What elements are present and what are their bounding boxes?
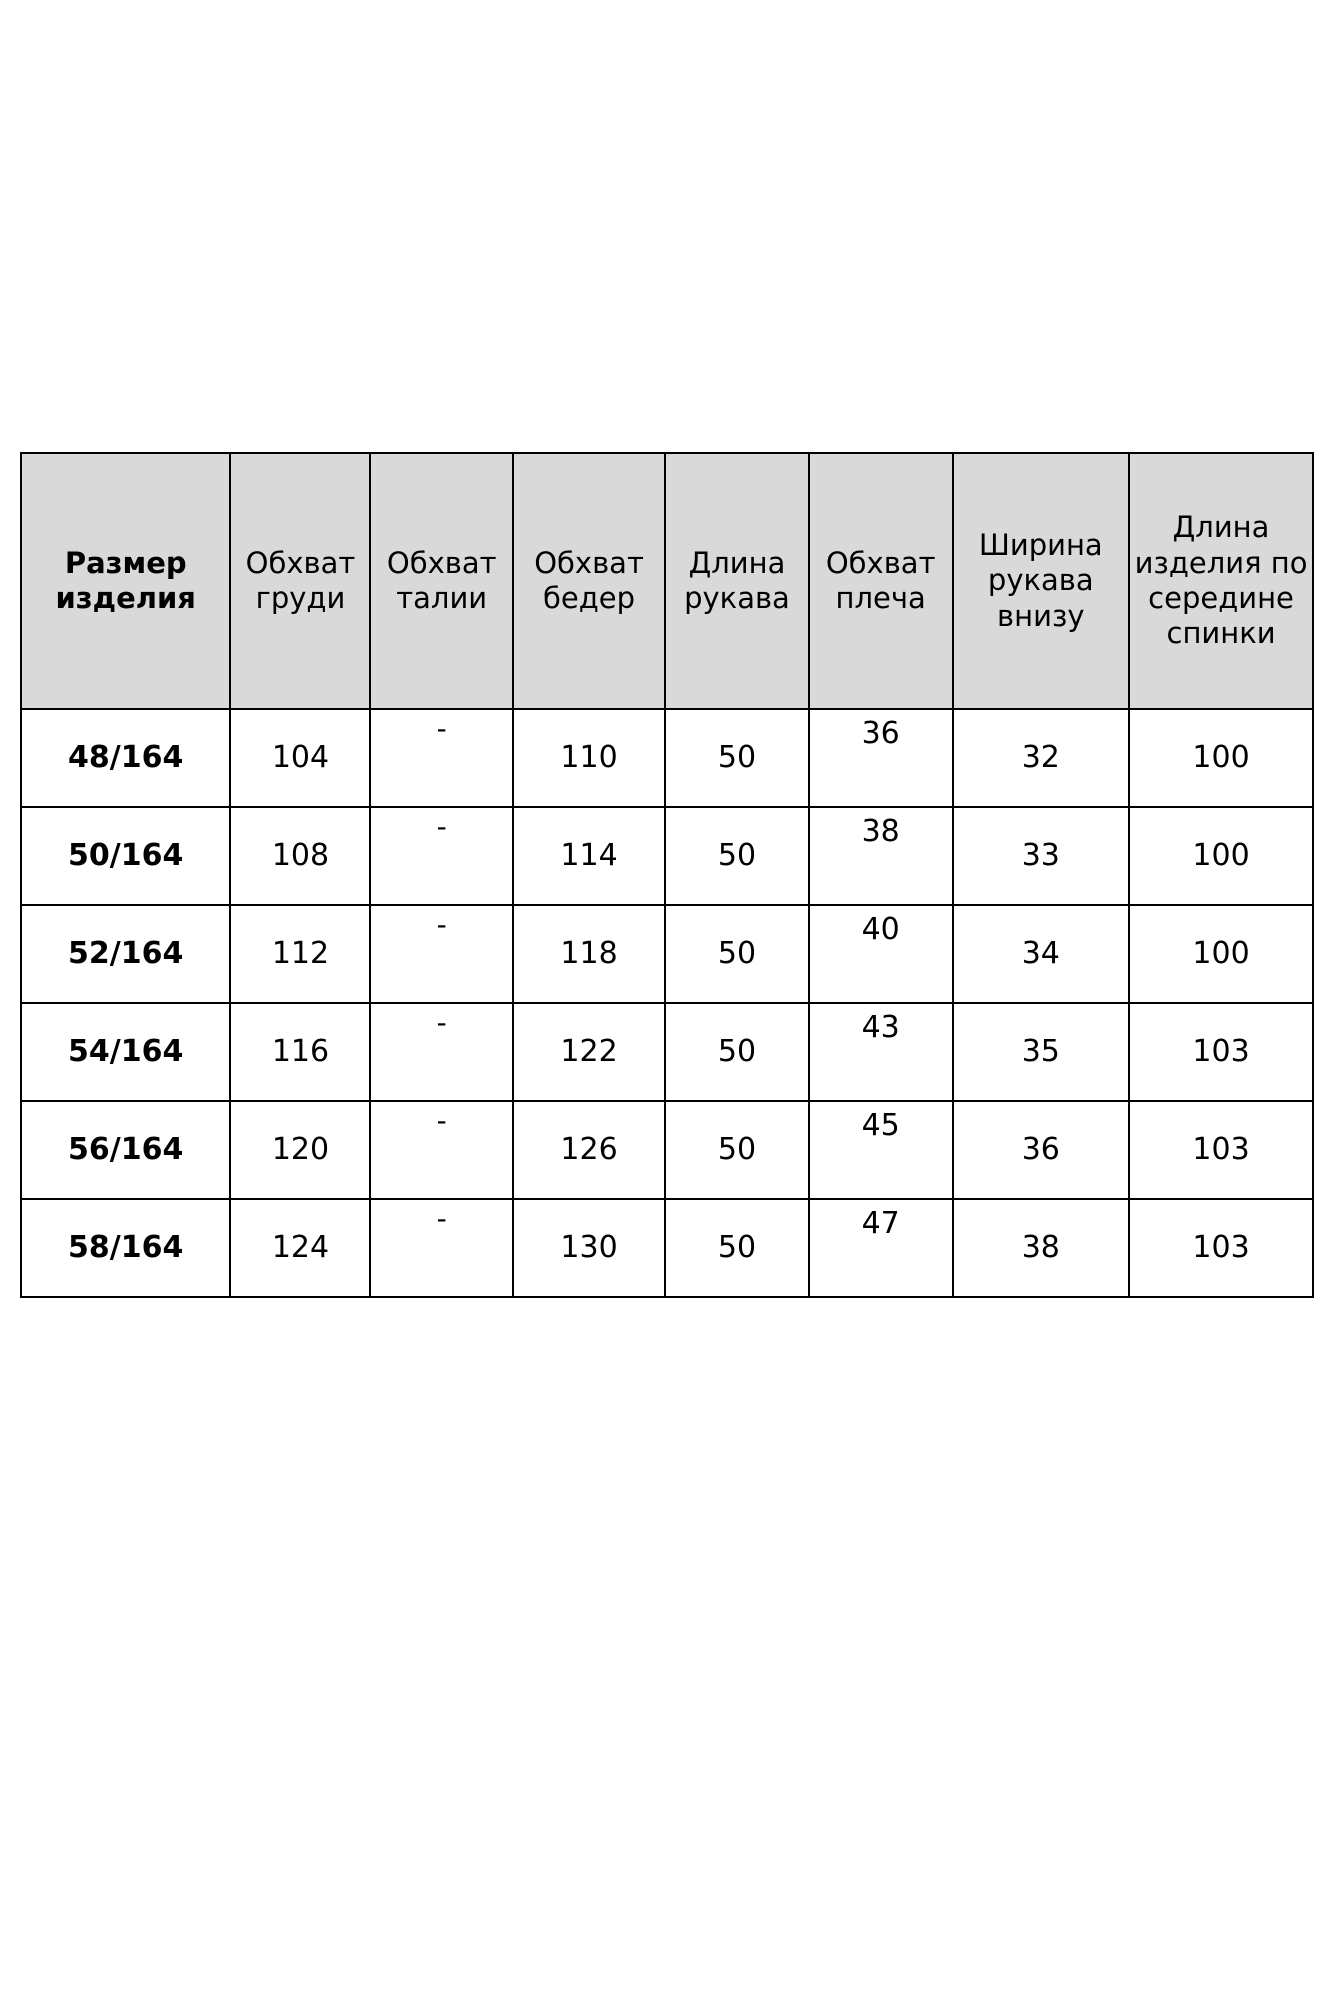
cell-sleeve-width-bottom: 34 — [953, 905, 1130, 1003]
table-row — [21, 709, 1313, 807]
cell-sleeve-length: 50 — [665, 1199, 809, 1297]
column-header-sleeve-width-bottom: Ширина рукава внизу — [953, 453, 1130, 709]
cell-waist: - — [370, 905, 512, 1003]
cell-shoulder: 43 — [809, 1003, 953, 1101]
table-row — [21, 1003, 1313, 1101]
cell-shoulder: 40 — [809, 905, 953, 1003]
cell-chest: 104 — [230, 709, 370, 807]
table-header — [21, 453, 1313, 709]
cell-waist: - — [370, 1003, 512, 1101]
column-header-back-length: Длина изделия по середине спинки — [1129, 453, 1313, 709]
cell-shoulder: 47 — [809, 1199, 953, 1297]
table-row — [21, 807, 1313, 905]
cell-shoulder: 45 — [809, 1101, 953, 1199]
cell-hips: 122 — [513, 1003, 665, 1101]
cell-size: 54/164 — [21, 1003, 230, 1101]
cell-hips: 130 — [513, 1199, 665, 1297]
cell-hips: 114 — [513, 807, 665, 905]
cell-chest: 124 — [230, 1199, 370, 1297]
cell-sleeve-width-bottom: 32 — [953, 709, 1130, 807]
cell-back-length: 103 — [1129, 1101, 1313, 1199]
cell-shoulder: 38 — [809, 807, 953, 905]
cell-back-length: 100 — [1129, 807, 1313, 905]
cell-waist: - — [370, 709, 512, 807]
cell-chest: 120 — [230, 1101, 370, 1199]
cell-size: 48/164 — [21, 709, 230, 807]
table-row — [21, 1101, 1313, 1199]
cell-back-length: 103 — [1129, 1199, 1313, 1297]
column-header-sleeve-length: Длина рукава — [665, 453, 809, 709]
cell-sleeve-length: 50 — [665, 1101, 809, 1199]
table-row — [21, 905, 1313, 1003]
cell-sleeve-length: 50 — [665, 807, 809, 905]
cell-sleeve-width-bottom: 33 — [953, 807, 1130, 905]
cell-waist: - — [370, 1101, 512, 1199]
cell-size: 50/164 — [21, 807, 230, 905]
cell-sleeve-width-bottom: 35 — [953, 1003, 1130, 1101]
column-header-shoulder: Обхват плеча — [809, 453, 953, 709]
column-header-waist: Обхват талии — [370, 453, 512, 709]
table-header-row — [21, 453, 1313, 709]
cell-shoulder: 36 — [809, 709, 953, 807]
cell-sleeve-length: 50 — [665, 1003, 809, 1101]
size-chart-table — [20, 452, 1314, 1298]
cell-back-length: 100 — [1129, 709, 1313, 807]
cell-back-length: 103 — [1129, 1003, 1313, 1101]
cell-size: 56/164 — [21, 1101, 230, 1199]
cell-chest: 116 — [230, 1003, 370, 1101]
column-header-chest: Обхват груди — [230, 453, 370, 709]
cell-size: 58/164 — [21, 1199, 230, 1297]
cell-chest: 112 — [230, 905, 370, 1003]
size-chart-container — [20, 452, 1314, 1298]
cell-size: 52/164 — [21, 905, 230, 1003]
cell-back-length: 100 — [1129, 905, 1313, 1003]
column-header-size: Размер изделия — [21, 453, 230, 709]
table-body — [21, 709, 1313, 1297]
cell-hips: 118 — [513, 905, 665, 1003]
cell-hips: 126 — [513, 1101, 665, 1199]
table-row — [21, 1199, 1313, 1297]
cell-waist: - — [370, 1199, 512, 1297]
column-header-hips: Обхват бедер — [513, 453, 665, 709]
cell-sleeve-width-bottom: 38 — [953, 1199, 1130, 1297]
cell-chest: 108 — [230, 807, 370, 905]
cell-waist: - — [370, 807, 512, 905]
cell-hips: 110 — [513, 709, 665, 807]
cell-sleeve-length: 50 — [665, 709, 809, 807]
cell-sleeve-length: 50 — [665, 905, 809, 1003]
cell-sleeve-width-bottom: 36 — [953, 1101, 1130, 1199]
